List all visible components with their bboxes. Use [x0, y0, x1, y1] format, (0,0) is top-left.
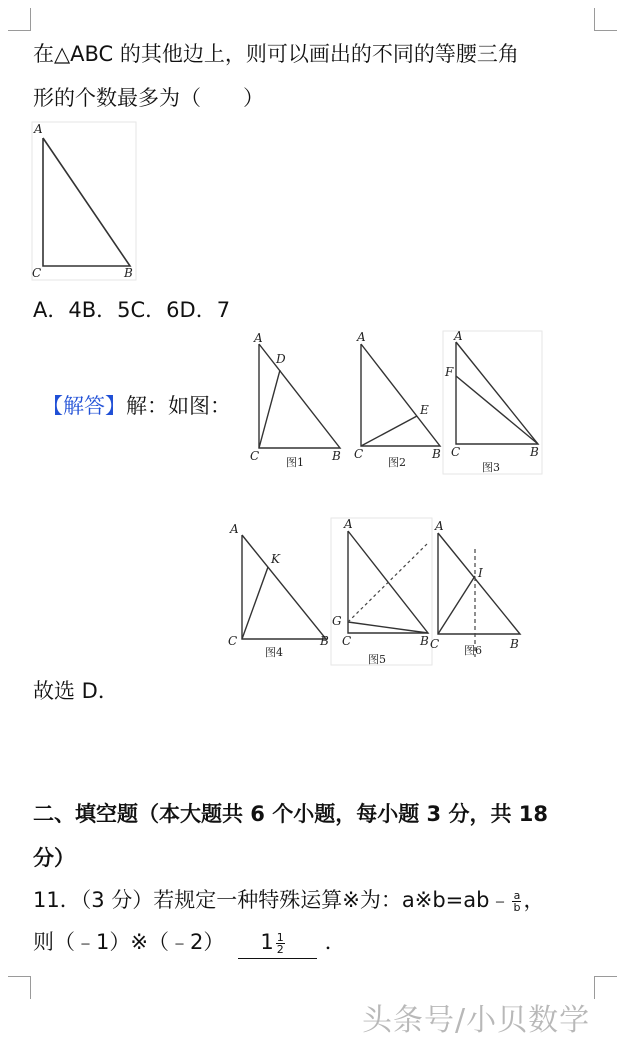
svg-text:D: D — [276, 352, 286, 366]
svg-text:A: A — [454, 330, 463, 343]
svg-text:F: F — [445, 365, 454, 379]
svg-text:B: B — [332, 449, 341, 463]
corner-mark-top-left — [8, 8, 31, 31]
figure-5 — [330, 517, 434, 667]
svg-text:B: B — [320, 634, 329, 648]
svg-text:A: A — [435, 519, 444, 533]
vertex-label-c: C — [32, 266, 42, 280]
vertex-label-a: A — [34, 122, 43, 136]
q11-line-2: 则（﹣1）※（﹣2） 1 $\frac{1}{2}$ ． — [33, 928, 346, 959]
triangle-figure — [30, 120, 138, 282]
q11-fraction: $\frac{a}{b}$ — [513, 888, 521, 914]
answer-intro-text: 解：如图： — [126, 394, 231, 418]
corner-mark-top-right — [594, 8, 617, 31]
figure-caption: 图5 — [368, 653, 386, 666]
corner-mark-bottom-left — [8, 976, 31, 999]
figure-4 — [225, 517, 333, 663]
figure-caption: 图6 — [464, 644, 482, 657]
svg-text:C: C — [451, 445, 461, 459]
q11-answer: 1 $\frac{1}{2}$ — [238, 928, 316, 959]
svg-text:B: B — [510, 637, 519, 651]
corner-mark-bottom-right — [594, 976, 617, 999]
options-line: A．4B．5C．6D．7 — [33, 298, 231, 322]
figure-6 — [430, 517, 524, 663]
svg-text:C: C — [228, 634, 238, 648]
q11-expression: 则（﹣1）※（﹣2） — [33, 930, 225, 954]
svg-text:C: C — [430, 637, 440, 651]
svg-text:E: E — [420, 403, 429, 417]
svg-text:C: C — [342, 634, 352, 648]
figure-caption: 图2 — [388, 456, 406, 469]
section-heading-line-2: 分） — [33, 846, 75, 870]
svg-text:C: C — [354, 447, 364, 461]
answer-tag: 【解答】 — [42, 394, 126, 418]
svg-text:A: A — [230, 522, 239, 536]
figure-1 — [248, 330, 348, 472]
svg-text:A: A — [254, 331, 263, 345]
svg-text:B: B — [420, 634, 429, 648]
watermark: 头条号/小贝数学 — [362, 1003, 591, 1038]
svg-text:A: A — [357, 330, 366, 344]
figure-caption: 图1 — [286, 456, 304, 469]
figure-3 — [442, 330, 544, 476]
answer-conclusion: 故选 D． — [33, 679, 119, 703]
q11-line-1: 11．（3 分）若规定一种特殊运算※为：a※b=ab﹣ $\frac{a}{b}$ ， — [33, 888, 545, 914]
svg-text:G: G — [332, 614, 342, 628]
answer-intro — [42, 392, 231, 420]
figure-2 — [352, 330, 444, 472]
section-heading-line-1: 二、填空题（本大题共 6 个小题，每小题 3 分，共 18 — [33, 802, 549, 826]
svg-text:I: I — [478, 566, 483, 580]
svg-text:C: C — [250, 449, 260, 463]
question-line-1: 在△ABC 的其他边上，则可以画出的不同的等腰三角 — [33, 42, 519, 66]
vertex-label-b: B — [124, 266, 133, 280]
figure-caption: 图4 — [265, 646, 283, 659]
svg-text:A: A — [344, 517, 353, 531]
svg-text:B: B — [530, 445, 539, 459]
svg-text:K: K — [271, 552, 280, 566]
q11-text: 11．（3 分）若规定一种特殊运算※为：a※b=ab﹣ — [33, 888, 511, 912]
svg-text:B: B — [432, 447, 441, 461]
figure-caption: 图3 — [482, 461, 500, 474]
question-line-2: 形的个数最多为（ ） — [33, 86, 264, 110]
